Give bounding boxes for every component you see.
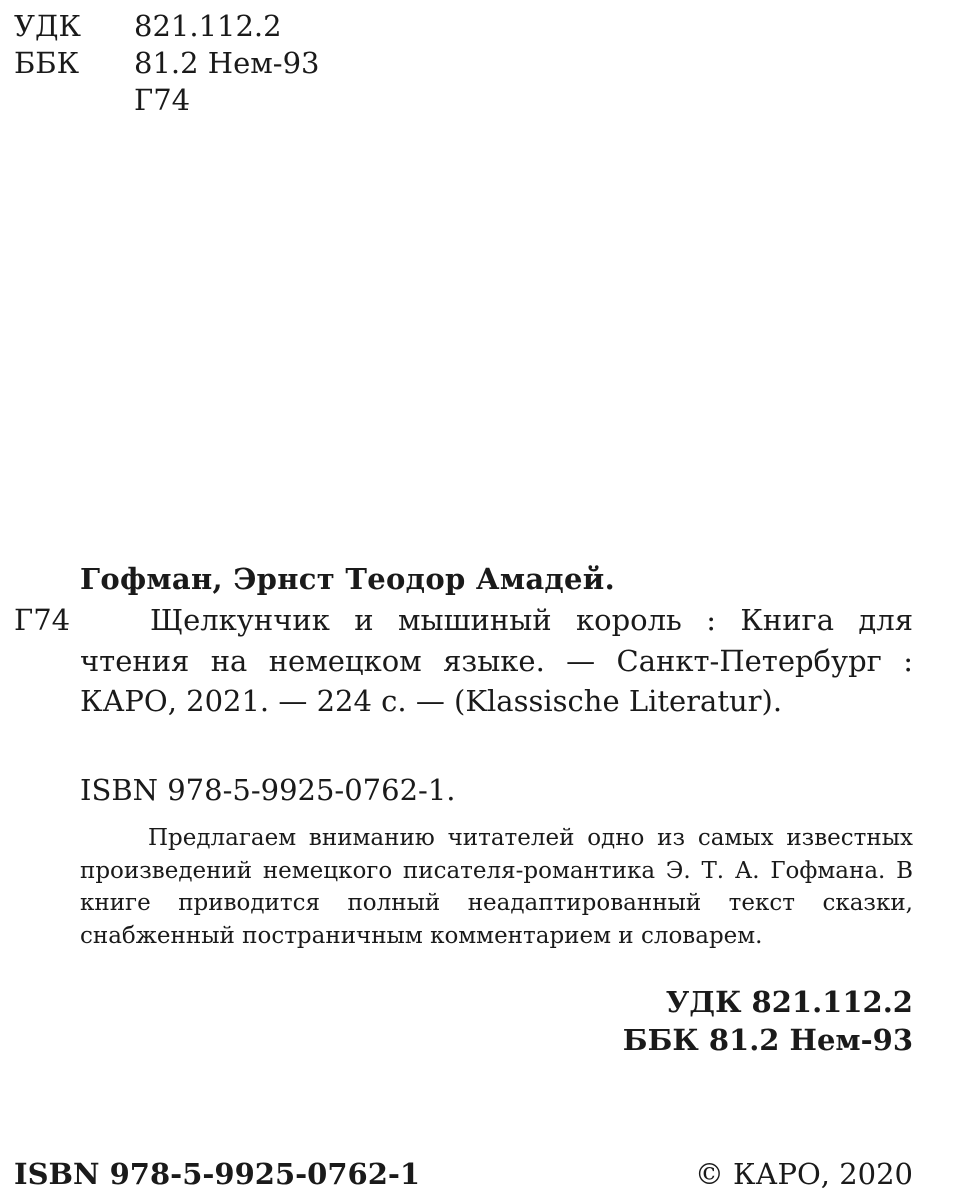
annotation-text: Предлагаем вниманию читателей одно из самых известных произведений немецкого писателя-романтика Э. Т. А. Гофмана. В книге приводится полный неадаптированный текст сказки, снабженный постраничным комментарием и словарем. [80, 825, 913, 949]
header-codes [14, 8, 320, 119]
classification-bbk: ББК 81.2 Нем-93 [622, 1023, 913, 1057]
author-sign-label [14, 82, 134, 119]
catalog-description [80, 600, 913, 722]
bbk-value: 81.2 Нем-93 [134, 46, 320, 80]
catalog-card-index: Г74 [14, 603, 71, 637]
author-sign-value: Г74 [134, 83, 191, 117]
udk-label: УДК [14, 9, 81, 43]
udk-value: 821.112.2 [134, 9, 282, 43]
classification-udk: УДК 821.112.2 [665, 985, 913, 1019]
catalog-author: Гофман, Эрнст Теодор Амадей. [80, 562, 616, 596]
catalog-description-text: Щелкунчик и мышиный король : Книга для чтения на немецком языке. — Санкт-Петербург : КАРО, 2021. — 224 с. — (Klassische Literatur). [80, 603, 913, 718]
header-code-udk [14, 8, 320, 45]
catalog-isbn: ISBN 978-5-9925-0762-1. [80, 773, 456, 807]
annotation [80, 822, 913, 952]
bbk-label: ББК [14, 46, 80, 80]
footer-copyright: © КАРО, 2020 [694, 1157, 913, 1191]
header-code-author-sign [14, 82, 320, 119]
header-code-bbk [14, 45, 320, 82]
footer-isbn: ISBN 978-5-9925-0762-1 [14, 1157, 421, 1191]
classification-codes [623, 983, 913, 1059]
